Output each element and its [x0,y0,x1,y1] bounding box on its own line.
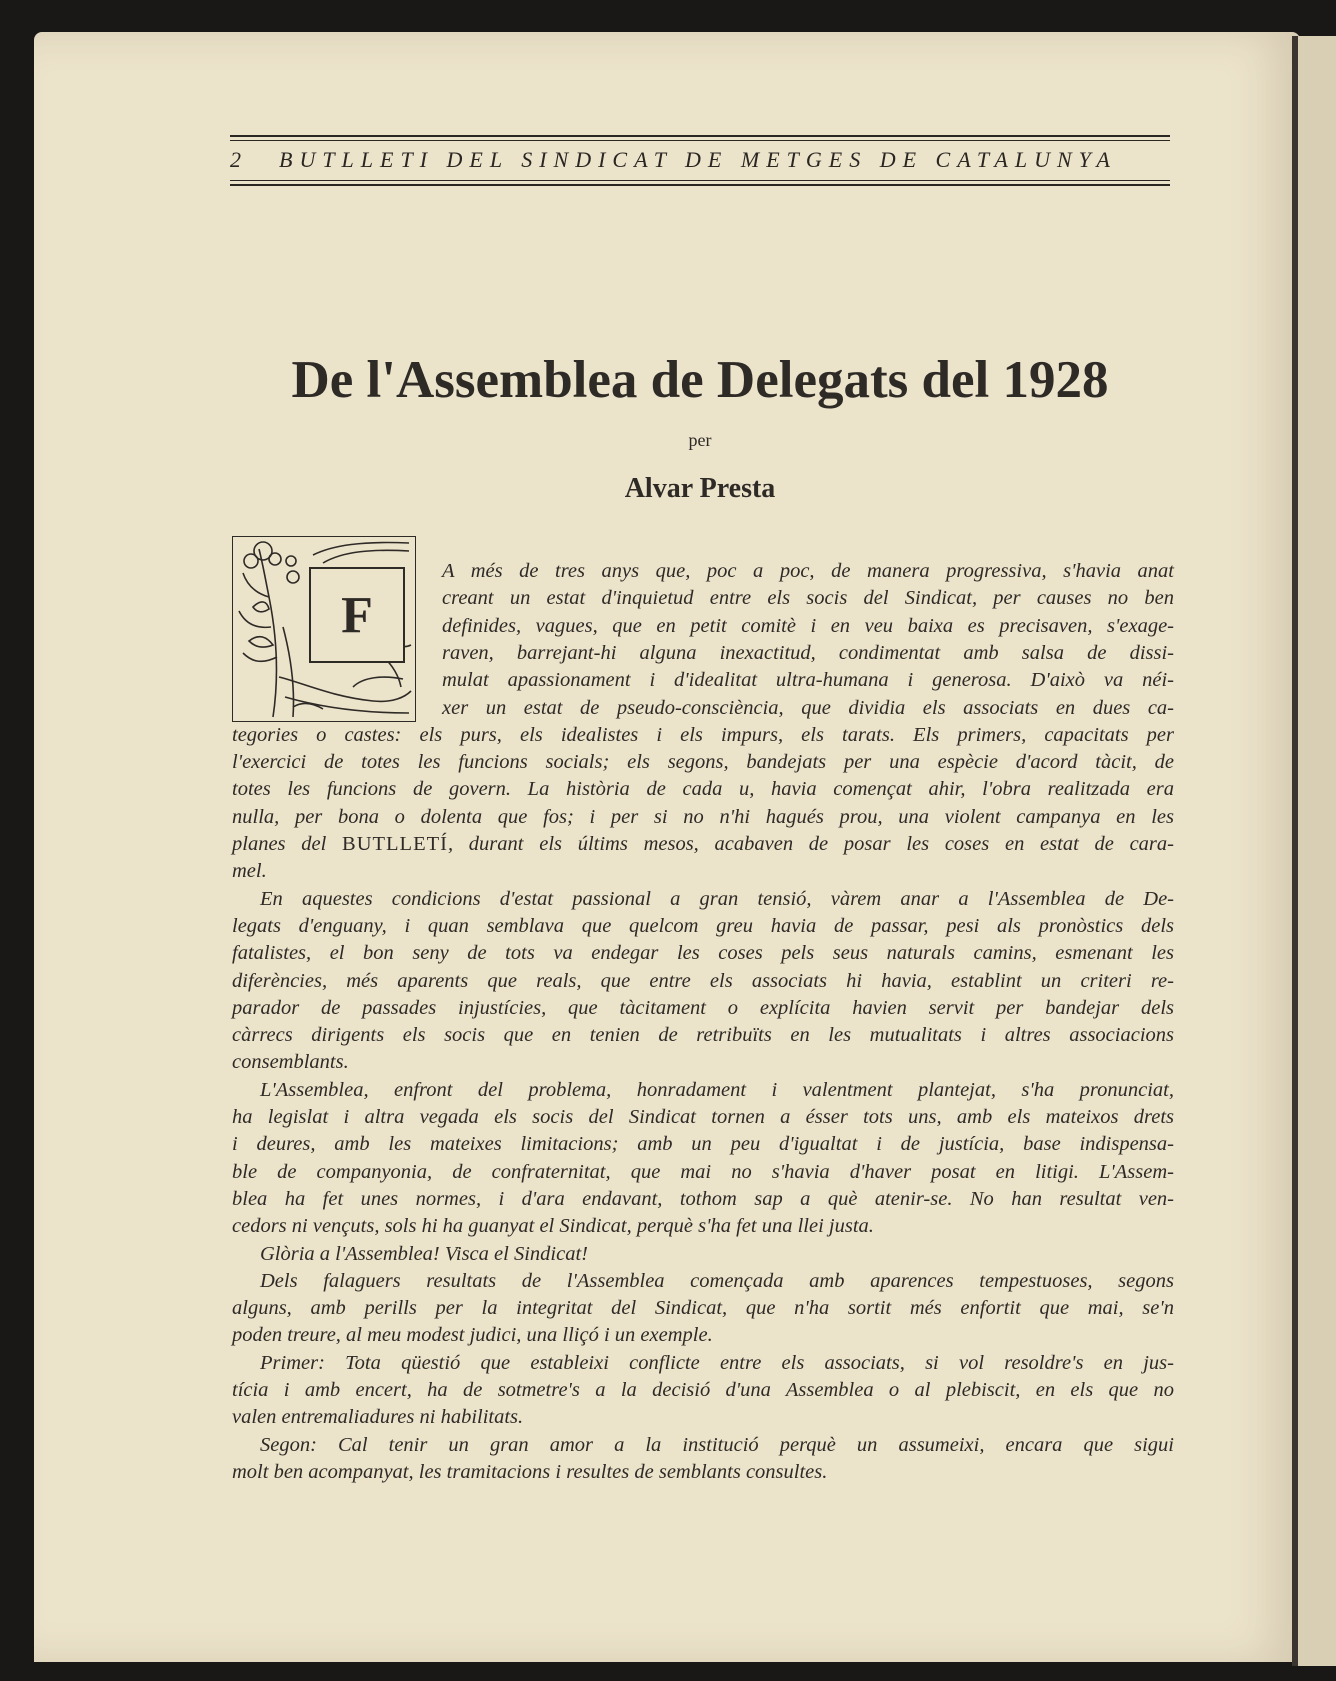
article-line: planes del BUTLLETÍ, durant els últims mesos, acabaven de posar les coses en estat de cara- [232,833,1174,855]
article-line: mulat apassionament i d'idealitat ultra-humana i generosa. D'això va néi- [442,669,1174,692]
article-line: cedors ni vençuts, sols hi ha guanyat el Sindicat, perquè s'ha fet una llei justa. [232,1215,874,1238]
article-line: Glòria a l'Assemblea! Visca el Sindicat! [260,1242,588,1265]
bulletin-name-smallcaps: BUTLLETÍ [342,833,448,855]
header-rule-top [230,135,1170,137]
article-line: tícia i amb encert, ha de sotmetre's a la decisió d'una Assemblea o al plebiscit, en els que no [232,1379,1174,1401]
article-line: parador de passades injustícies, que tàcitament o explícita havien servit per bandejar dels [232,996,1174,1019]
article-line: ha legislat i altra vegada els socis del Sindicat tornen a ésser tots uns, amb els mateixos drets [232,1106,1174,1128]
article-line: fatalistes, el bon seny de tots va endegar les coses pels seus naturals camins, esmenant les [232,942,1174,965]
article-line: xer un estat de pseudo-consciència, que dividia els associats en dues ca- [442,696,1174,719]
article-line: molt ben acompanyat, les tramitacions i resultes de semblants consultes. [232,1460,828,1483]
article-line: nulla, per bona o dolenta que fos; i per si no n'hi hagués prou, una violent campanya en les [232,805,1174,828]
article-line: L'Assemblea, enfront del problema, honradament i valentment plantejat, s'ha pronunciat, [260,1078,1174,1101]
ornamental-drop-cap [232,536,416,722]
byline-prefix: per [688,430,712,450]
adjacent-page-edge [1298,36,1336,1666]
article-line: legats d'enguany, i quan semblava que quelcom greu havia de passar, pesi als pronòstics dels [232,914,1174,937]
journal-title: BUTLLETI DEL SINDICAT DE METGES DE CATALUNYA [279,147,1117,172]
article-line: ble de companyonia, de confraternitat, que mai no s'havia d'haver posat en litigi. L'Assem- [232,1160,1174,1183]
running-header [230,135,1170,195]
article-line: alguns, amb perills per la integritat del Sindicat, que n'ha sortit més enfortit que mai, se'n [232,1297,1174,1320]
article-line: raven, barrejant-hi alguna inexactitud, condimentat amb salsa de dissi- [442,641,1174,664]
header-rule-top-thin [230,140,1170,141]
article-line: definides, vagues, que en petit comitè i en veu baixa es precisaven, s'exage- [442,614,1174,637]
article-line: creant un estat d'inquietud entre els socis del Sindicat, per causes no ben [442,587,1174,610]
running-title [230,147,1170,173]
article-line: càrrecs dirigents els socis que en tenien de retribuïts en les mutualitats i altres associacions [232,1024,1174,1047]
drop-cap-letter: F [309,567,405,663]
article-line: Segon: Cal tenir un gran amor a la institució perquè un assumeixi, encara que sigui [260,1433,1174,1456]
article-line: poden treure, al meu modest judici, una lliçó i un exemple. [232,1324,713,1347]
article-title: De l'Assemblea de Delegats del 1928 [291,351,1109,409]
article-line: consemblants. [232,1051,349,1074]
article-line: blea ha fet unes normes, i d'ara endavant, tothom sap a què atenir-se. No han resultat ven- [232,1187,1174,1210]
article-line: mel. [232,860,267,883]
page-number: 2 [230,147,241,172]
article-line: i deures, amb les mateixes limitacions; amb un peu d'igualtat i de justícia, base indispensa- [232,1133,1174,1156]
article-line: Primer: Tota qüestió que estableixi conflicte entre els associats, si vol resoldre's en jus- [260,1351,1174,1374]
header-rule-bottom-thin [230,180,1170,181]
article-author: Alvar Presta [624,473,776,504]
article-line: diferències, més aparents que reals, que entre els associats hi havia, establint un criteri re- [232,969,1174,992]
article-line: l'exercici de totes les funcions socials; els segons, bandejats per una espècie d'acord tàcit, de [232,751,1174,774]
header-rule-bottom [230,184,1170,186]
article-line: valen entremaliadures ni habilitats. [232,1406,524,1429]
article-line: En aquestes condicions d'estat passional a gran tensió, vàrem anar a l'Assemblea de De- [260,887,1174,910]
article-line: Dels falaguers resultats de l'Assemblea començada amb aparences tempestuoses, segons [260,1269,1174,1292]
article-line: totes les funcions de govern. La història de cada u, havia començat ahir, l'obra realitzada era [232,778,1174,801]
article-line: A més de tres anys que, poc a poc, de manera progressiva, s'havia anat [442,560,1174,582]
article-line: tegories o castes: els purs, els idealistes i els impurs, els tarats. Els primers, capacitats per [232,723,1174,746]
